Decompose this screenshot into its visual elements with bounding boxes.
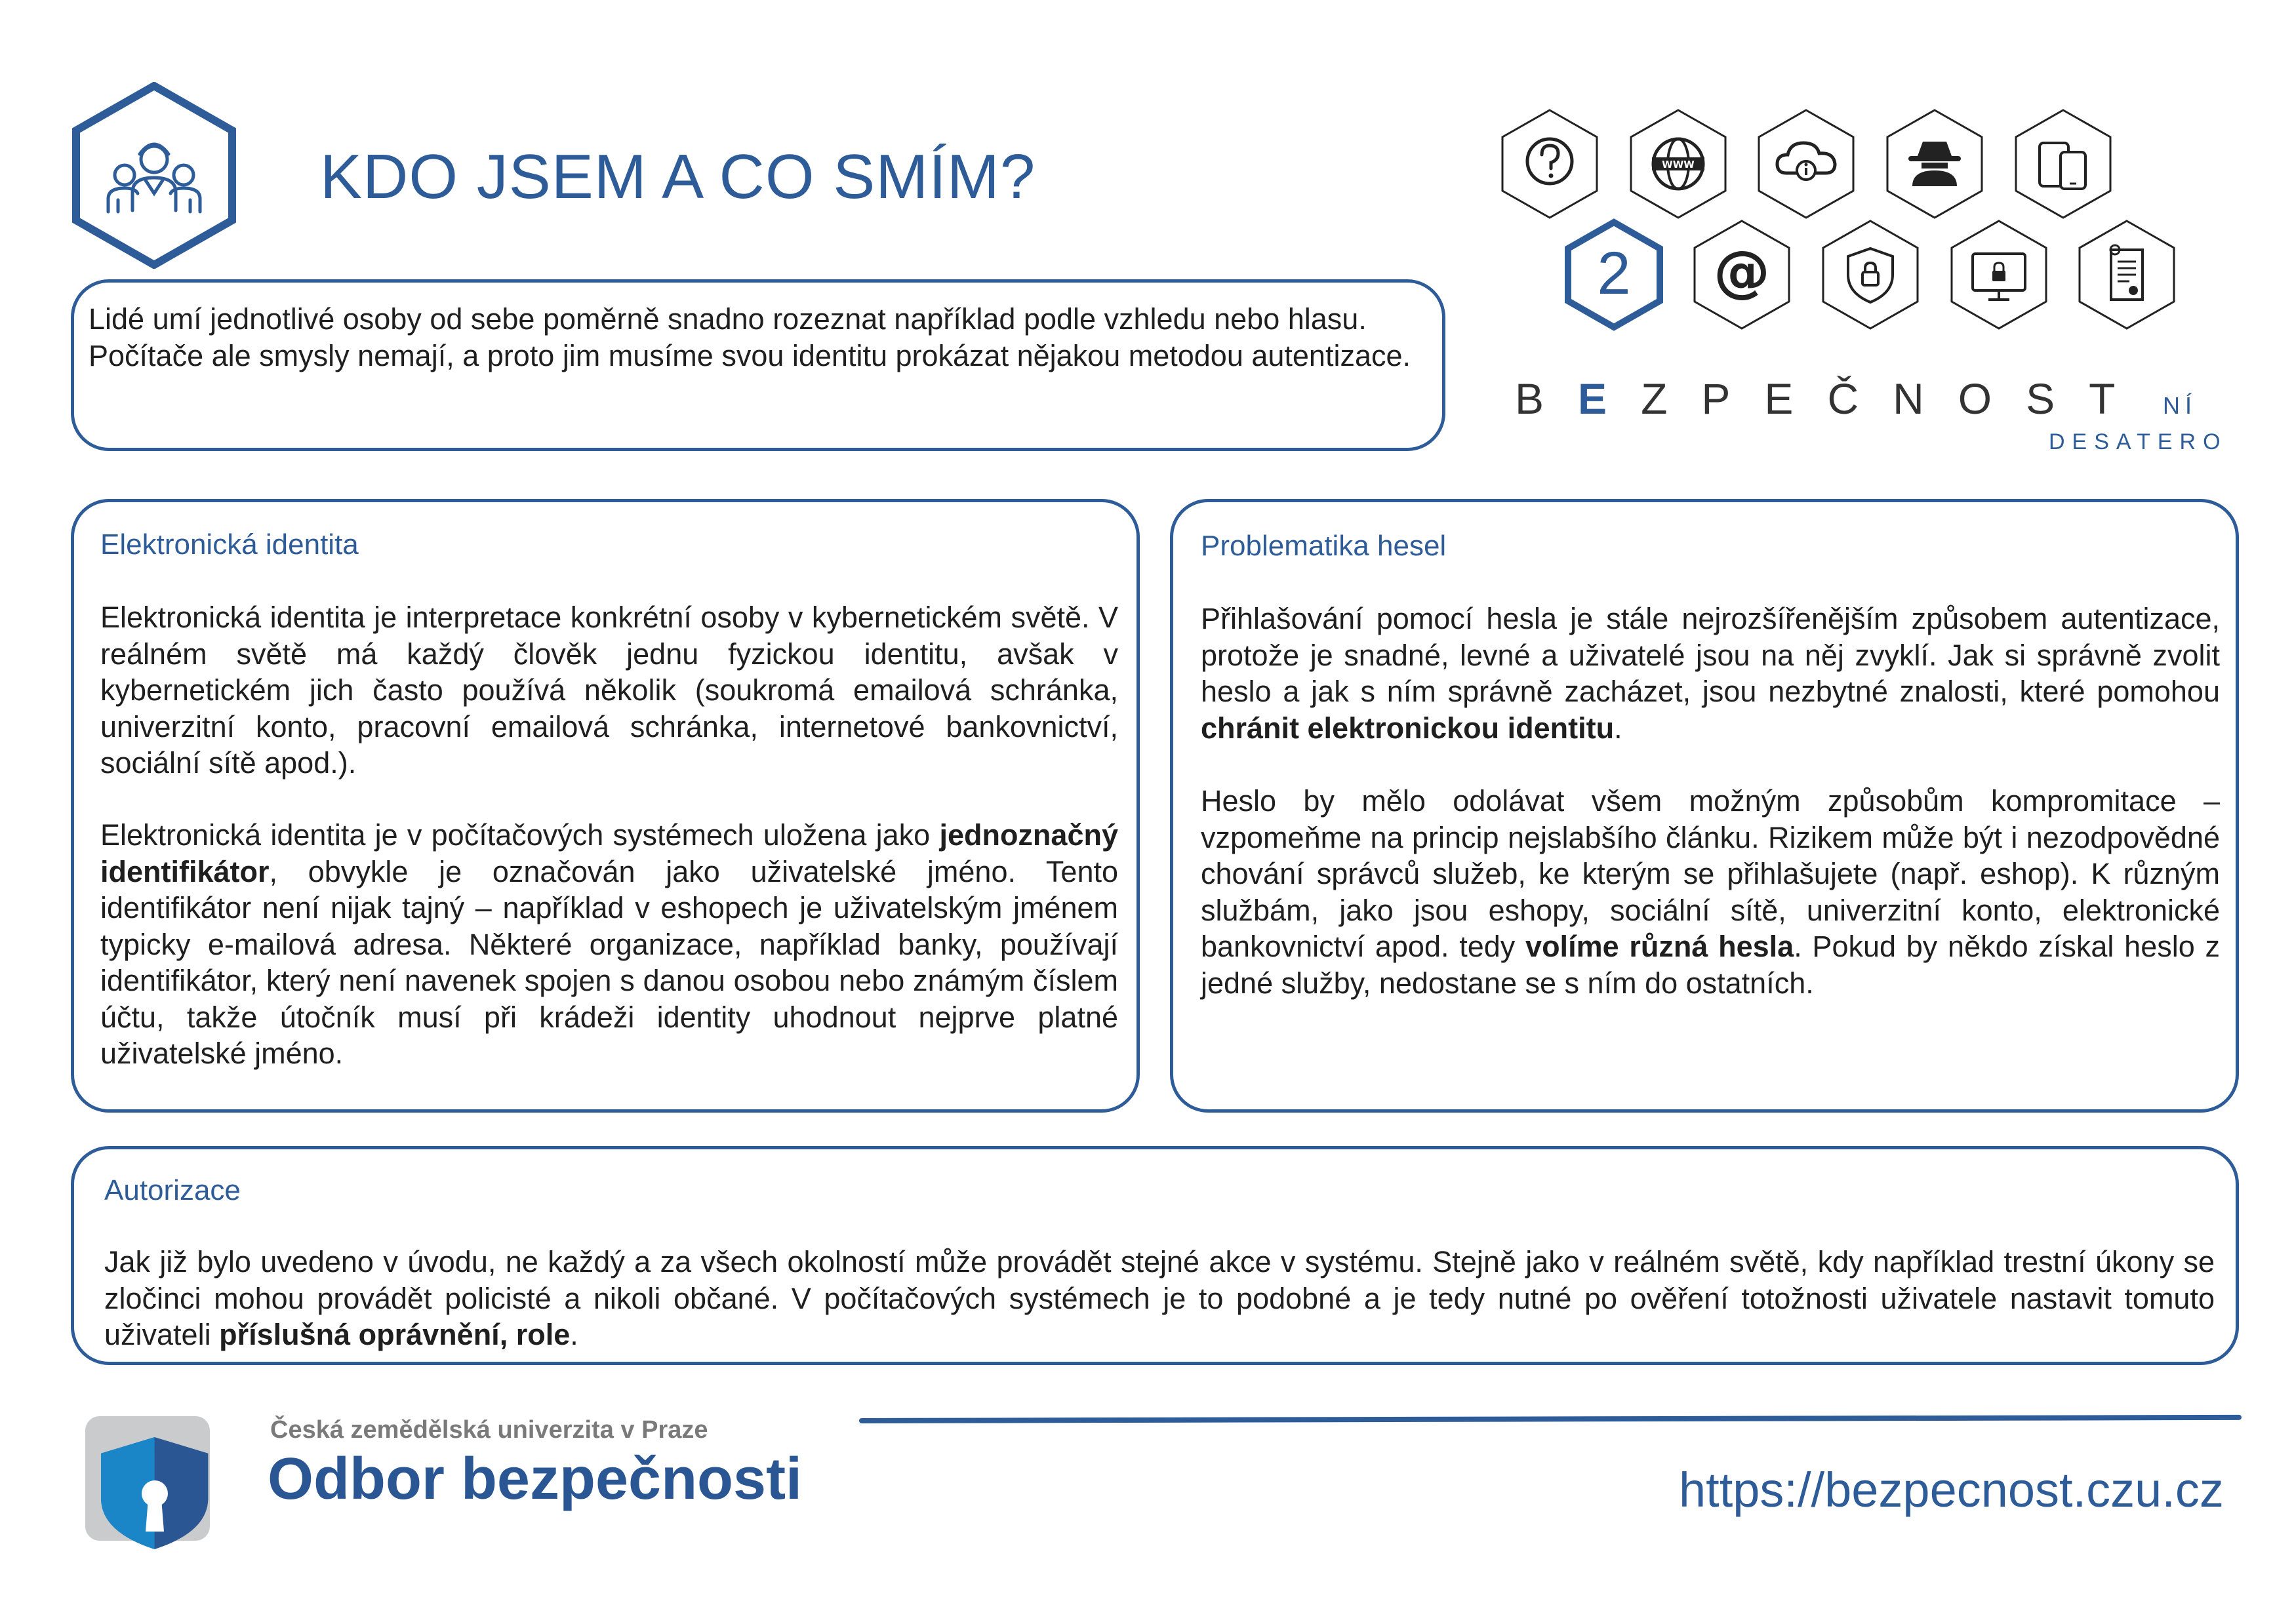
identity-box [71,499,1140,1113]
identity-bold-term: jednoznačný identifikátor [100,818,1118,888]
authorization-title: Autorizace [104,1174,241,1206]
website-link[interactable]: https://bezpecnost.czu.cz [1679,1463,2224,1517]
monitor-lock-icon [1949,218,2049,331]
authorization-bold: příslušná oprávnění, role [219,1318,571,1351]
www-globe-icon [1628,108,1728,220]
identity-paragraph-2: Elektronická identita je v počítačových systémech uložena jako jednoznačný identifikátor, obvykle je označován jako uživatelské jméno. Tento identifikátor není nijak tajný – například v eshopech je uživatelským jménem typicky e-mailová adresa. Některé organizace, například banky, používají identifikátor, který není navenek spojen s danou osobou nebo známým číslem účtu, takže útočník musí při krádeži identity uhodnout nejprve platné uživatelské jméno. [100,818,1118,1070]
passwords-title: Problematika hesel [1201,530,1447,562]
authorization-text: Jak již bylo uvedeno v úvodu, ne každý a za všech okolností může provádět stejné akce v systému. Stejně jako v reálném světě, kdy například trestní úkony se zločinci mohou provádět policisté a nikoli občané. V počítačových systémech je to podobné a je tedy nutné po ověření totožnosti uživatele nastavit tomuto uživateli příslušná oprávnění, role. [104,1245,2215,1351]
cloud-info-icon [1756,108,1856,220]
department-name: Odbor bezpečnosti [268,1446,803,1512]
brand-suffix: NÍ [2163,392,2197,419]
brand-subtitle: DESATERO [2049,429,2228,454]
passwords-box [1170,499,2239,1113]
intro-box [71,279,1445,451]
svg-text:WWW: WWW [1662,159,1695,170]
svg-text:@: @ [1714,239,1770,304]
passwords-paragraph-1: Přihlašování pomocí hesla je stále nejrozšířenějším způsobem autentizace, protože je snadné, levné a uživatelé jsou na něj zvyklí. Jak si správně zvolit heslo a jak s ním správně zacházet, jsou nezbytné znalosti, které pomohou chránit elektronickou identitu. [1201,602,2220,745]
shield-lock-icon [1821,218,1920,331]
identity-title: Elektronická identita [100,528,359,561]
passwords-paragraph-2: Heslo by mělo odolávat všem možným způsobům kompromitace – vzpomeňme na princip nejslabšího článku. Rizikem může být i nezodpovědné chování správců služeb, ke kterým se přihlašujete (např. eshop). K různým službám, jako jsou eshopy, sociální sítě, univerzitní konto, elektronické bankovnictví apod. tedy volíme různá hesla. Pokud by někdo získal heslo z jedné služby, nedostane se s ním do ostatních. [1201,784,2220,1000]
people-group-icon [72,82,236,269]
passwords-bold-2: volíme různá hesla [1525,930,1794,963]
hero-hexagon [72,82,236,269]
brand-wordmark: BEZPEČNOST [1515,374,2150,423]
shield-keyhole-icon [85,1416,223,1558]
spy-icon [1885,108,1984,220]
footer-divider [859,1415,2242,1423]
devices-icon [2013,108,2113,220]
step-number-hexagon [1564,218,1664,331]
university-name: Česká zemědělská univerzita v Praze [270,1416,708,1444]
passwords-bold-1: chránit elektronickou identitu [1201,711,1615,745]
intro-line-2: Počítače ale smysly nemají, a proto jim musíme svou identitu prokázat nějakou metodou autentizace. [89,338,1411,372]
page-title: KDO JSEM A CO SMÍM? [320,142,1036,212]
authorization-box [71,1146,2239,1365]
certificate-icon [2077,218,2177,331]
intro-text [89,301,1426,374]
question-icon [1500,108,1600,220]
at-sign-icon [1692,218,1792,331]
step-number: 2 [1597,240,1631,307]
identity-paragraph-1: Elektronická identita je interpretace konkrétní osoby v kybernetickém světě. V reálném světě má každý člověk jednu fyzickou identitu, avšak v kybernetickém jich často používá několik (soukromá emailová schránka, univerzitní konto, pracovní emailová schránka, internetové bankovnictví, sociální sítě apod.). [100,601,1118,780]
intro-line-1: Lidé umí jednotlivé osoby od sebe poměrně snadno rozeznat například podle vzhledu nebo hlasu. [89,302,1367,336]
